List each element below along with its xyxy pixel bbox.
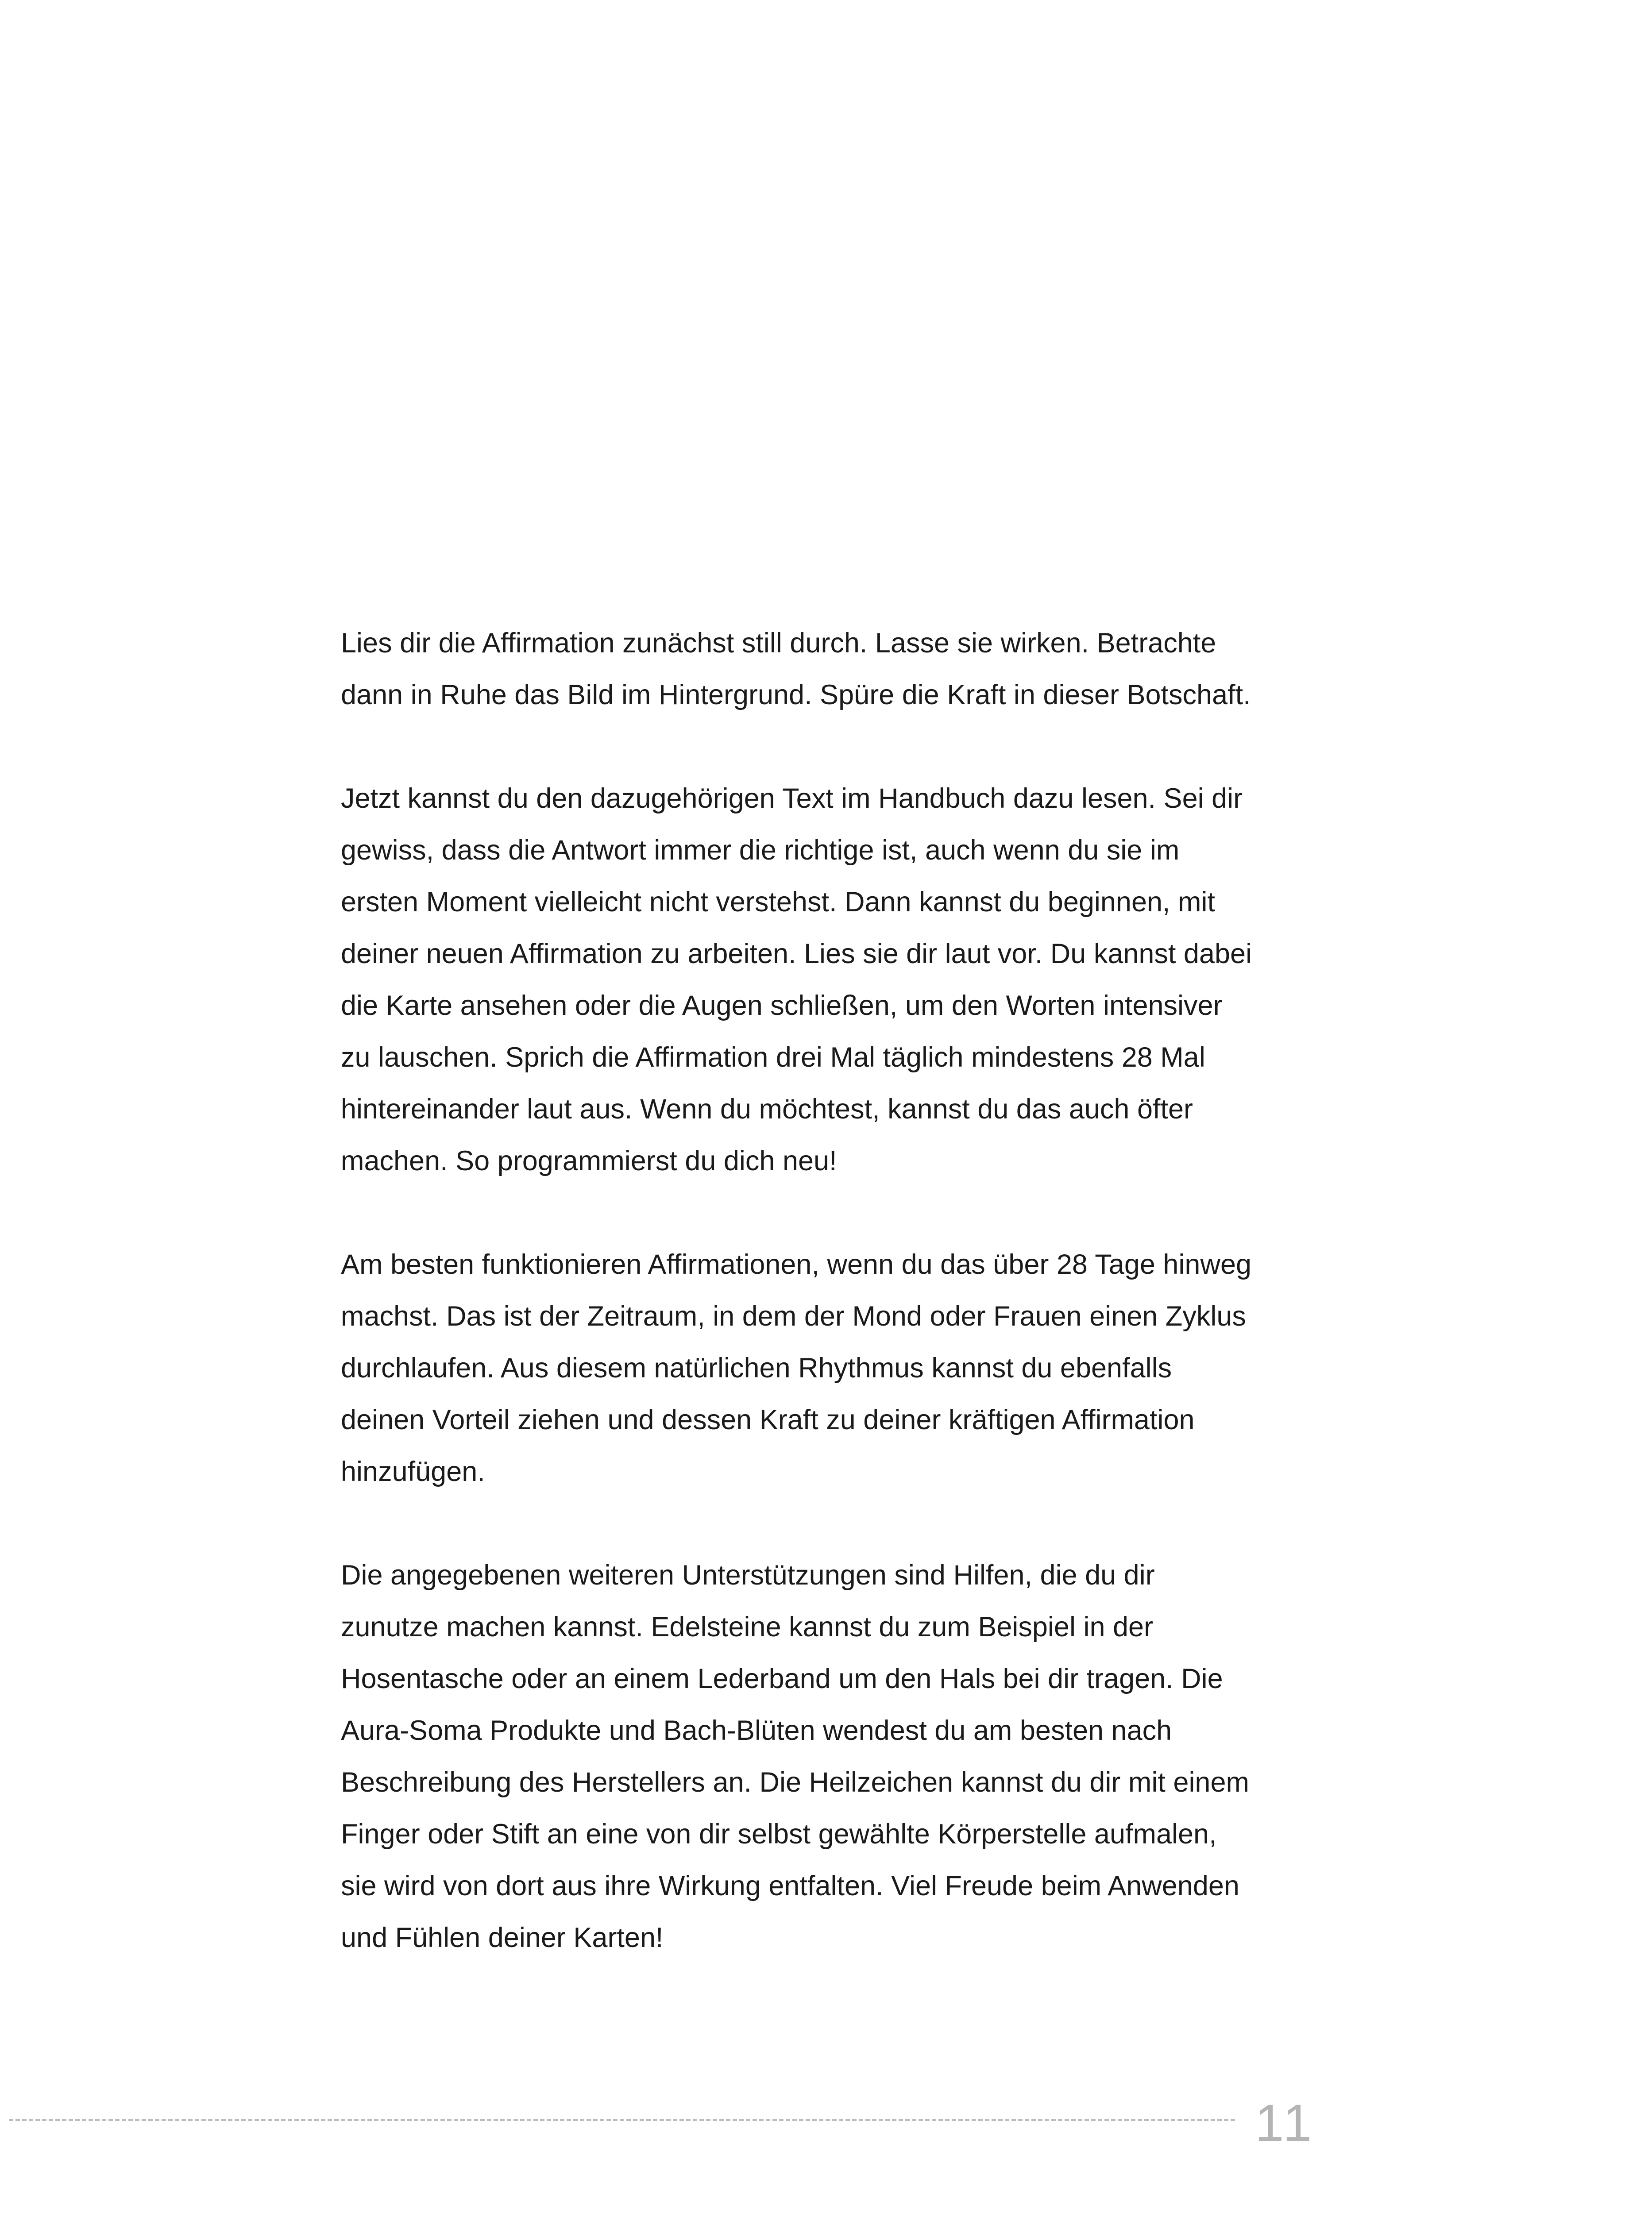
text-line: deiner neuen Affirmation zu arbeiten. Lies sie dir laut vor. Du kannst dabei [341, 938, 1252, 969]
text-line: hinzufügen. [341, 1456, 485, 1487]
text-line: Hosentasche oder an einem Lederband um den Hals bei dir tragen. Die [341, 1663, 1223, 1694]
paragraph-gap [341, 721, 1372, 773]
text-line: Jetzt kannst du den dazugehörigen Text im Handbuch dazu lesen. Sei dir [341, 783, 1243, 814]
paragraph-3 [341, 1239, 1372, 1498]
paragraph-1 [341, 617, 1372, 721]
body-text [341, 617, 1372, 1964]
text-line: zu lauschen. Sprich die Affirmation drei Mal täglich mindestens 28 Mal [341, 1042, 1205, 1073]
page-number: 11 [1255, 2094, 1315, 2152]
text-line: Die angegebenen weiteren Unterstützungen sind Hilfen, die du dir [341, 1560, 1155, 1591]
text-line: Aura-Soma Produkte und Bach-Blüten wendest du am besten nach [341, 1715, 1172, 1746]
text-line: machst. Das ist der Zeitraum, in dem der Mond oder Frauen einen Zyklus [341, 1301, 1246, 1332]
text-line: Beschreibung des Herstellers an. Die Heilzeichen kannst du dir mit einem [341, 1767, 1249, 1798]
text-line: deinen Vorteil ziehen und dessen Kraft zu deiner kräftigen Affirmation [341, 1404, 1195, 1435]
text-line: hintereinander laut aus. Wenn du möchtest, kannst du das auch öfter [341, 1094, 1193, 1125]
text-line: die Karte ansehen oder die Augen schließen, um den Worten intensiver [341, 990, 1223, 1021]
paragraph-2 [341, 773, 1372, 1187]
text-line: machen. So programmierst du dich neu! [341, 1145, 837, 1176]
text-line: dann in Ruhe das Bild im Hintergrund. Spüre die Kraft in dieser Botschaft. [341, 679, 1251, 710]
paragraph-gap [341, 1498, 1372, 1550]
text-line: sie wird von dort aus ihre Wirkung entfalten. Viel Freude beim Anwenden [341, 1870, 1239, 1901]
paragraph-gap [341, 1187, 1372, 1239]
text-line: ersten Moment vielleicht nicht verstehst. Dann kannst du beginnen, mit [341, 887, 1216, 918]
text-line: durchlaufen. Aus diesem natürlichen Rhythmus kannst du ebenfalls [341, 1353, 1172, 1384]
footer-dashed-rule [9, 2119, 1235, 2121]
paragraph-4 [341, 1550, 1372, 1964]
text-line: Finger oder Stift an eine von dir selbst gewählte Körperstelle aufmalen, [341, 1819, 1217, 1850]
text-line: zunutze machen kannst. Edelsteine kannst du zum Beispiel in der [341, 1612, 1154, 1642]
text-line: gewiss, dass die Antwort immer die richtige ist, auch wenn du sie im [341, 835, 1180, 866]
text-line: und Fühlen deiner Karten! [341, 1922, 664, 1953]
text-line: Lies dir die Affirmation zunächst still durch. Lasse sie wirken. Betrachte [341, 628, 1216, 659]
text-line: Am besten funktionieren Affirmationen, wenn du das über 28 Tage hinweg [341, 1249, 1252, 1280]
